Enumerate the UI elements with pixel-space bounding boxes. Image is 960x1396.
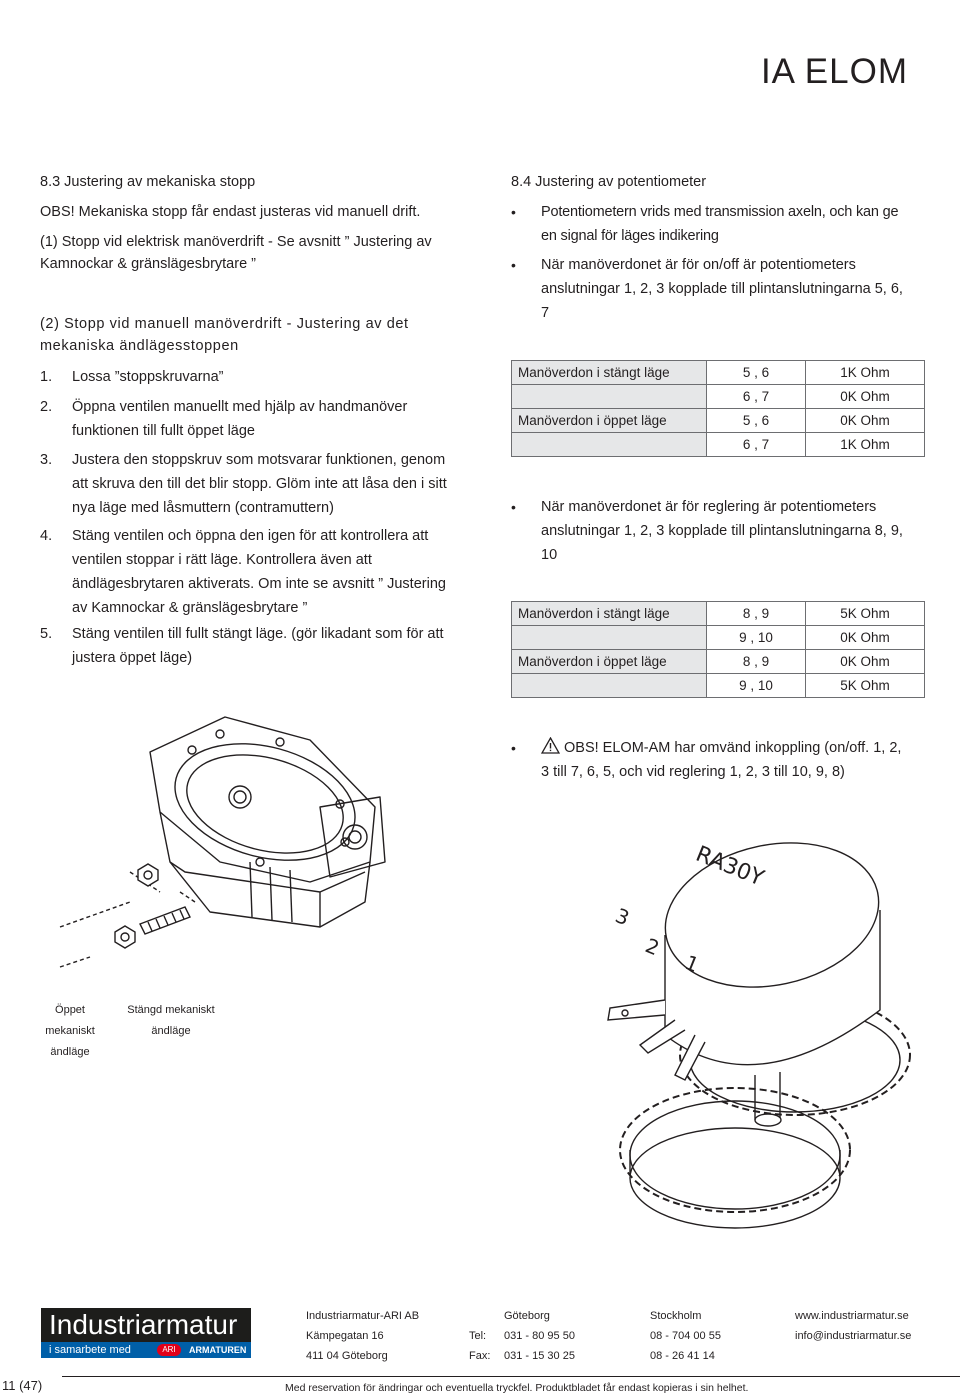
table-cell-label: Manöverdon i öppet läge [512,409,707,433]
warning-icon [541,737,560,754]
footer-goteborg-fax: 031 - 15 30 25 [504,1350,575,1362]
table-cell-ohm: 5K Ohm [806,602,925,626]
table-cell-pins: 5 , 6 [707,409,806,433]
table-row [512,361,925,385]
table-cell-pins: 8 , 9 [707,650,806,674]
bullet-dot: • [511,204,516,220]
pot-terminal-3: 3 [611,903,633,931]
caption-open-stop: Öppet mekaniskt ändläge [45,1004,95,1058]
resistance-table-regulating [511,601,925,698]
table-cell-ohm: 5K Ohm [806,674,925,698]
step-text: Stäng ventilen och öppna den igen för att kontrollera att ventilen stoppar i rätt läge. Kontrollera även att ändlägesbrytaren aktiverats. Om inte se avsnitt ” Justering av Kamnockar & gränslägesbrytare ” [72,528,446,616]
footer-labels [469,1326,490,1366]
step-number: 2. [40,399,53,415]
step-1 [40,365,460,389]
footer-goteborg: Göteborg [504,1310,550,1322]
step-2 [40,395,460,443]
footer-postal: 411 04 Göteborg [306,1350,388,1362]
table-cell-pins: 6 , 7 [707,433,806,457]
step-text: Öppna ventilen manuellt med hjälp av handmanöver funktionen till fullt öppet läge [72,399,408,439]
obs-note: OBS! Mekaniska stopp får endast justeras vid manuell drift. [40,204,421,220]
bullet-regulating: • När manöverdonet är för reglering är potentiometers anslutningar 1, 2, 3 kopplade till plintanslutningarna 8, 9, 10 [511,495,911,567]
bullet-onoff: • När manöverdonet är för on/off är potentiometers anslutningar 1, 2, 3 kopplade till plintanslutningarna 5, 6, 7 [511,253,911,325]
table-cell-pins: 8 , 9 [707,602,806,626]
table-cell-ohm: 0K Ohm [806,385,925,409]
step-5 [40,622,460,670]
step-4 [40,524,460,620]
table-row [512,674,925,698]
resistance-table-onoff [511,360,925,457]
step-number: 4. [40,528,53,544]
stop-screw-upper [138,864,158,886]
step-text: Stäng ventilen till fullt stängt läge. (gör likadant som för att justera öppet läge) [72,626,444,666]
table-cell-label: Manöverdon i stängt läge [512,602,707,626]
step-text: Justera den stoppskruv som motsvarar funktionen, genom att skruva den till det blir stopp. Glöm inte att låsa den i sitt nya läge med låsmuttern (contramuttern) [72,452,447,516]
table-cell-pins: 9 , 10 [707,626,806,650]
table-row [512,409,925,433]
footer-fax-label: Fax: [469,1350,491,1362]
step-number: 5. [40,626,53,642]
footer-street: Kämpegatan 16 [306,1330,384,1342]
table-cell-label [512,385,707,409]
stop-screw-lower [115,907,190,948]
footer-contact-block [795,1306,911,1346]
table-cell-label [512,674,707,698]
table-row [512,602,925,626]
footer-tel-label: Tel: [469,1330,487,1342]
footer-stockholm-block [650,1306,721,1366]
table-row [512,385,925,409]
note-electric-stop: (1) Stopp vid elektrisk manöverdrift - Se avsnitt ” Justering av Kamnockar & gränslägesbrytare ” [40,234,432,272]
footer-company: Industriarmatur-ARI AB [306,1310,420,1322]
footer-website-link[interactable]: www.industriarmatur.se [795,1310,909,1322]
logo-wordmark: Industriarmatur [41,1308,251,1342]
pot-terminal-1: 1 [681,950,703,978]
table-cell-pins: 6 , 7 [707,385,806,409]
warning-text: OBS! ELOM-AM har omvänd inkoppling (on/off. 1, 2, 3 till 7, 6, 5, och vid reglering 1, 2, 3 till 10, 9, 8) [541,740,902,780]
page-number: 11 (47) [2,1378,43,1393]
table-cell-ohm: 1K Ohm [806,433,925,457]
footer-company-block [306,1306,419,1366]
table-cell-pins: 9 , 10 [707,674,806,698]
bullet-warning [511,736,911,784]
potentiometer-drawing [580,820,920,1260]
step-3 [40,448,460,520]
footer-disclaimer: Med reservation för ändringar och eventuella tryckfel. Produktbladet får endast kopieras i sin helhet. [285,1382,749,1394]
ari-logo-icon: ARI [157,1344,181,1356]
caption-closed-stop: Stängd mekaniskt ändläge [127,1004,215,1037]
table-row [512,650,925,674]
company-logo [41,1308,251,1358]
table-cell-pins: 5 , 6 [707,361,806,385]
pot-model-label: RA30Y [692,841,768,892]
bullet-dot: • [511,257,516,273]
section-heading-8-4: 8.4 Justering av potentiometer [511,174,707,190]
bullet-dot: • [511,740,516,756]
footer-stockholm-tel: 08 - 704 00 55 [650,1330,721,1342]
table-cell-ohm: 1K Ohm [806,361,925,385]
table-cell-ohm: 0K Ohm [806,409,925,433]
section-heading-8-3: 8.3 Justering av mekaniska stopp [40,174,256,190]
table-cell-ohm: 0K Ohm [806,650,925,674]
document-title: IA ELOM [760,52,908,91]
table-cell-label: Manöverdon i öppet läge [512,650,707,674]
footer-stockholm-fax: 08 - 26 41 14 [650,1350,715,1362]
step-number: 3. [40,452,53,468]
footer-email-link[interactable]: info@industriarmatur.se [795,1330,912,1342]
step-text: Lossa ”stoppskruvarna” [72,369,224,385]
table-cell-label [512,626,707,650]
table-cell-ohm: 0K Ohm [806,626,925,650]
note-manual-stop: (2) Stopp vid manuell manöverdrift - Justering av det mekaniska ändlägesstoppen [40,316,409,354]
table-row [512,433,925,457]
table-cell-label [512,433,707,457]
terminal-tab [608,1000,665,1020]
footer-goteborg-tel: 031 - 80 95 50 [504,1330,575,1342]
table-cell-label: Manöverdon i stängt läge [512,361,707,385]
logo-tagline: i samarbete med ARI ARMATUREN [41,1342,251,1358]
footer-stockholm: Stockholm [650,1310,702,1322]
table-row [512,626,925,650]
step-number: 1. [40,369,53,385]
bullet-dot: • [511,499,516,515]
footer-goteborg-block [504,1306,575,1366]
bullet-potentiometer: • Potentiometern vrids med transmission axeln, och kan ge en signal för läges indikering [511,200,911,248]
actuator-housing-drawing [20,712,460,982]
footer-divider [62,1376,960,1377]
pot-terminal-2: 2 [641,933,663,961]
